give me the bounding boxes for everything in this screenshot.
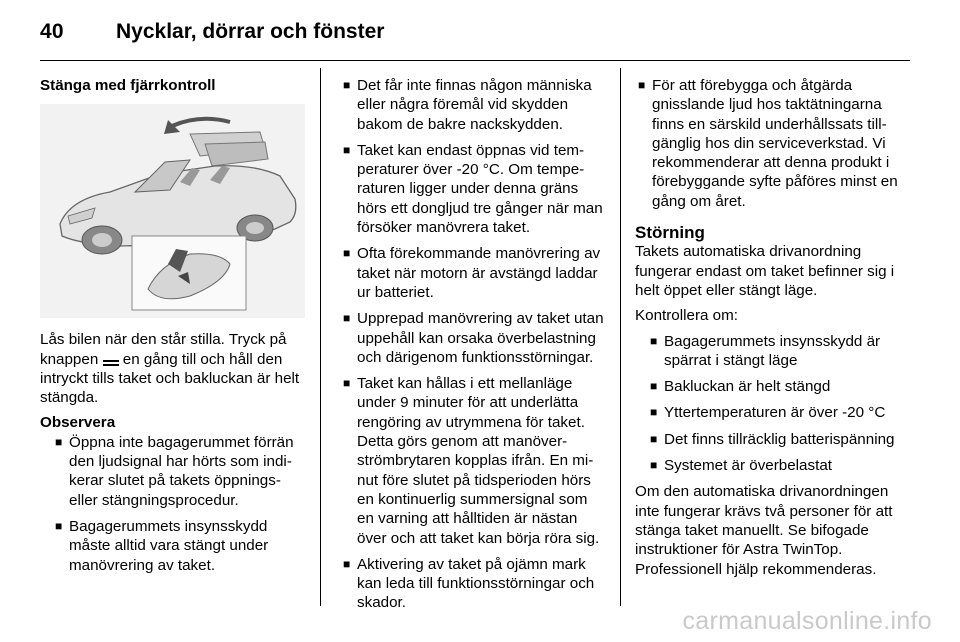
list-item: ■ Systemet är överbelastat: [647, 456, 905, 475]
list-item: ■ Upprepad manövrering av taket utan uppehåll kan orsaka överbelastning och därigenom funktionsstörningar.: [340, 309, 606, 367]
list-item: ■ Bagagerummets insynsskydd måste alltid vara stängt under manövrering av taket.: [52, 517, 305, 575]
section-heading: Stänga med fjärrkontroll: [40, 77, 216, 94]
list-item: ■ Öppna inte bagagerummet förrän den ljudsignal har hörts som indikerar slutet på takets öppnings- eller stängningsprocedur.: [52, 433, 305, 510]
column-2: [340, 68, 606, 620]
column-1: [40, 68, 305, 582]
car-roof-illustration: [40, 104, 305, 318]
header-divider: [40, 60, 910, 61]
note-heading: Observera: [40, 414, 116, 432]
closing-paragraph: Om den automatiska drivanordningen inte fungerar krävs två personer för att stänga taket manuellt. Se bifogade instruktioner för Astra TwinTop. Professionell hjälp rekommenderas.: [635, 483, 893, 578]
list-item: ■ Yttertemperaturen är över -20 °C: [647, 403, 905, 422]
list-item: ■ Taket kan hållas i ett mellanläge under 9 minuter för att underlätta rengöring av utrymmena för taket. Detta görs genom att manöverströmbrytaren kopplas ifrån. En minut före slutet på tidsperioden hörs en kontinuerlig summersignal som en varning att hålltiden är nästan över och att taket kan börja röra sig.: [340, 374, 606, 548]
column-divider-2: [620, 68, 621, 606]
watermark: carmanualsonline.info: [682, 607, 932, 635]
list-item: ■ Taket kan endast öppnas vid temperaturer över -20 °C. Om temperaturen ligger under denna gräns hörs ett dongljud tre gånger när man försöker manövrera taket.: [340, 141, 606, 237]
roof-button-icon: [103, 354, 119, 363]
fault-paragraph: Takets automatiska drivanordning fungerar endast om taket befinner sig i helt öppet eller stängt läge.: [635, 243, 895, 299]
column-divider-1: [320, 68, 321, 606]
column-3: [635, 68, 905, 585]
page-number: 40: [40, 20, 64, 43]
list-item: ■ Det finns tillräcklig batterispänning: [647, 430, 905, 449]
list-item: ■ Bagagerummets insynsskydd är spärrat i stängt läge: [647, 332, 905, 371]
list-item: ■ Ofta förekommande manövrering av taket när motorn är avstängd laddar ur batteriet.: [340, 244, 606, 302]
intro-paragraph: [40, 330, 305, 407]
list-item: ■ För att förebygga och åtgärda gnisslande ljud hos taktätningarna finns en särskild underhållssats tillgänglig hos din serviceverkstad. Vi rekommenderar att denna produkt i förebyggande syfte påföres minst en gång om året.: [635, 76, 905, 211]
fault-heading: Störning: [635, 223, 705, 243]
note-list-continued: [340, 76, 606, 613]
chapter-title: Nycklar, dörrar och fönster: [116, 20, 385, 43]
note-list: [40, 433, 305, 575]
check-list: [635, 332, 905, 476]
intro-text-part-1: Lås bilen när den står stilla. Tryck på knappen: [40, 331, 287, 368]
intro-text-part-2: en gång till och håll den intryckt tills taket och bakluckan är helt stängda.: [40, 350, 300, 407]
note-list-end: [635, 76, 905, 211]
check-intro: Kontrollera om:: [635, 307, 738, 325]
convertible-remote-illustration: [40, 104, 305, 318]
page-header: [40, 12, 910, 52]
list-item: ■ Bakluckan är helt stängd: [647, 377, 905, 396]
list-item: ■ Aktivering av taket på ojämn mark kan leda till funktionsstörningar och skador.: [340, 555, 606, 613]
list-item: ■ Det får inte finnas någon människa eller några föremål vid skydden bakom de bakre nackskydden.: [340, 76, 606, 134]
